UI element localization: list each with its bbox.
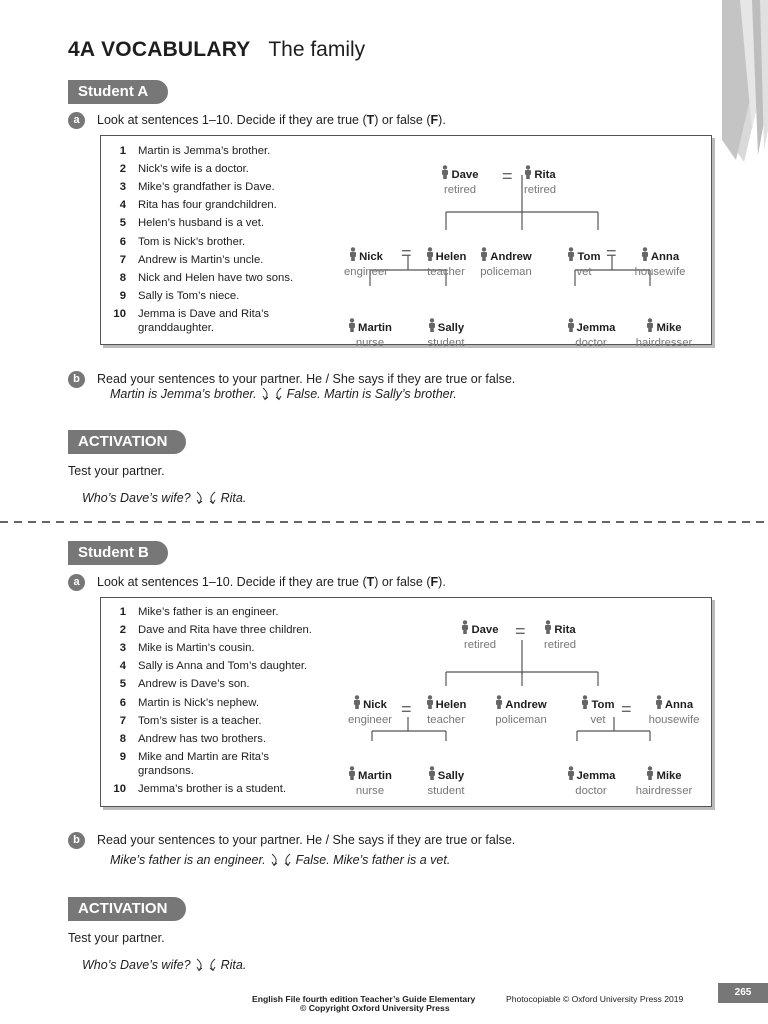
exercise-a-marker: a <box>68 112 85 129</box>
person-icon <box>461 620 469 634</box>
person-icon <box>524 165 532 179</box>
instruction-bold-letter: F <box>430 575 439 589</box>
member-name <box>609 766 719 783</box>
title-code: 4A <box>68 38 96 61</box>
footer-photocopiable: Photocopiable © Oxford University Press 2019 <box>506 994 684 1004</box>
marriage-symbol: = <box>401 699 412 719</box>
member-name-text: Sally <box>437 770 465 782</box>
marriage-symbol: = <box>606 243 617 263</box>
sentence-number: 7 <box>119 253 126 266</box>
sentence-text: Sally is Anna and Tom’s daughter. <box>138 660 308 673</box>
sentence-number: 3 <box>119 642 126 655</box>
sentence-text: Mike and Martin are Rita’s grandsons. <box>138 750 270 777</box>
member-name-text: Martin <box>358 770 392 782</box>
member-name-text: Andrew <box>505 699 547 711</box>
turn-taking-gap <box>266 852 296 866</box>
member-name-text: Dave <box>471 624 499 636</box>
member-name-text: Mike <box>656 322 682 334</box>
sentence-number: 5 <box>119 217 126 230</box>
person-icon <box>567 766 575 780</box>
sentence-number: 2 <box>119 163 126 176</box>
sentence-text: Andrew is Martin’s uncle. <box>138 253 264 266</box>
sentence-text: Martin is Nick’s nephew. <box>138 696 259 709</box>
person-icon <box>349 247 357 261</box>
sentence-number: 4 <box>119 660 126 673</box>
exercise-a-marker: a <box>68 574 85 591</box>
instruction-text: ) or false ( <box>374 113 431 127</box>
member-name <box>619 695 729 712</box>
footer-copyright: © Copyright Oxford University Press <box>300 1003 450 1013</box>
member-job: retired <box>443 184 477 196</box>
marriage-symbol: = <box>401 243 412 263</box>
person-icon <box>441 165 449 179</box>
member-name-text: Jemma <box>576 770 616 782</box>
member-job: retired <box>523 184 557 196</box>
member-name-text: Rita <box>554 624 576 636</box>
exercise-b-instruction: Read your sentences to your partner. He / She says if they are true or false. <box>97 833 516 847</box>
person-icon <box>495 695 503 709</box>
person-icon <box>480 247 488 261</box>
member-job: policeman <box>495 714 547 726</box>
sentence-text: Tom’s sister is a teacher. <box>138 714 262 727</box>
instruction-text: ) or false ( <box>374 575 431 589</box>
person-icon <box>646 318 654 332</box>
member-name-text: Anna <box>650 251 680 263</box>
member-job: engineer <box>344 266 388 278</box>
exercise-b-example <box>110 852 450 867</box>
member-job: hairdresser <box>635 785 693 797</box>
member-job: vet <box>590 714 606 726</box>
exercise-a-instruction <box>97 113 446 127</box>
sentence-number: 8 <box>119 732 126 745</box>
exercise-b-marker: b <box>68 371 85 388</box>
family-member <box>619 695 729 728</box>
sentence-text: Tom is Nick’s brother. <box>138 235 246 248</box>
member-job: hairdresser <box>635 337 693 349</box>
turn-taking-icon <box>259 386 285 402</box>
student-tab: Student B <box>68 541 168 565</box>
marriage-symbol: = <box>515 621 526 641</box>
sentence-number: 3 <box>119 181 126 194</box>
activation-example <box>82 957 246 972</box>
sentence-number: 1 <box>119 145 126 157</box>
instruction-bold-letter: F <box>430 113 439 127</box>
person-icon <box>567 318 575 332</box>
example-prompt: Mike’s father is an engineer. <box>110 853 266 867</box>
member-job: teacher <box>427 266 465 278</box>
sentence-item <box>108 307 338 335</box>
sentence-number: 2 <box>119 624 126 637</box>
sentence-text: Dave and Rita have three children. <box>138 624 312 637</box>
member-name-text: Martin <box>358 322 392 334</box>
sentence-text: Andrew is Dave’s son. <box>138 678 250 691</box>
activation-instruction: Test your partner. <box>68 464 165 478</box>
sentence-text: Jemma is Dave and Rita’s granddaughter. <box>138 307 270 334</box>
activation-prompt: Who’s Dave’s wife? <box>82 491 191 505</box>
member-job: housewife <box>648 714 700 726</box>
sentence-number: 1 <box>119 606 126 618</box>
sentence-item <box>108 750 338 778</box>
sentence-text: Nick’s wife is a doctor. <box>138 163 249 176</box>
member-job: doctor <box>575 785 607 797</box>
sentence-text: Jemma’s brother is a student. <box>138 782 286 795</box>
instruction-text: Look at sentences 1–10. Decide if they are true ( <box>97 575 367 589</box>
member-name-text: Helen <box>435 251 467 263</box>
sentence-text: Rita has four grandchildren. <box>138 199 277 212</box>
family-member <box>391 766 501 799</box>
exercise-b-example <box>110 386 457 401</box>
sentence-number: 4 <box>119 199 126 212</box>
member-name-text: Tom <box>591 699 615 711</box>
sentence-text: Mike is Martin’s cousin. <box>138 642 255 655</box>
exercise-a-instruction <box>97 575 446 589</box>
person-icon <box>428 318 436 332</box>
member-name-text: Tom <box>577 251 601 263</box>
member-job: student <box>427 785 465 797</box>
member-job: policeman <box>480 266 532 278</box>
activation-example <box>82 490 246 505</box>
family-member <box>391 318 501 351</box>
exercise-b-marker: b <box>68 832 85 849</box>
footer-book: English File fourth edition Teacher’s Guide Elementary <box>252 994 476 1004</box>
sentence-number: 6 <box>119 696 126 709</box>
member-name-text: Sally <box>437 322 465 334</box>
turn-taking-icon <box>193 490 219 506</box>
marriage-symbol: = <box>502 166 513 186</box>
sentence-number: 9 <box>119 289 126 302</box>
sentence-text: Mike’s father is an engineer. <box>138 606 279 618</box>
sentence-number: 9 <box>119 750 126 763</box>
member-job: vet <box>576 266 592 278</box>
person-icon <box>641 247 649 261</box>
example-prompt: Martin is Jemma’s brother. <box>110 387 257 401</box>
member-name-text: Andrew <box>490 251 532 263</box>
member-name-text: Dave <box>451 169 479 181</box>
instruction-bold-letter: T <box>366 113 375 127</box>
person-icon <box>353 695 361 709</box>
member-name <box>605 247 715 264</box>
turn-taking-icon <box>193 957 219 973</box>
instruction-text: ). <box>438 113 446 127</box>
instruction-text: ). <box>438 575 446 589</box>
member-job: nurse <box>355 785 385 797</box>
page-number: 265 <box>718 983 768 1003</box>
person-icon <box>426 695 434 709</box>
turn-taking-gap <box>257 386 287 400</box>
member-name-text: Nick <box>363 699 387 711</box>
member-name-text: Anna <box>664 699 694 711</box>
student-tab: Student A <box>68 80 168 104</box>
member-name-text: Helen <box>435 699 467 711</box>
sentence-item <box>108 782 338 810</box>
sentence-text: Sally is Tom’s niece. <box>138 289 240 302</box>
sentence-number: 10 <box>113 307 126 320</box>
person-icon <box>426 247 434 261</box>
instruction-text: Look at sentences 1–10. Decide if they are true ( <box>97 113 367 127</box>
person-icon <box>655 695 663 709</box>
person-icon <box>581 695 589 709</box>
corner-fan-graphic <box>722 0 768 162</box>
person-icon <box>428 766 436 780</box>
member-name <box>391 318 501 335</box>
turn-taking-gap <box>191 490 221 504</box>
activation-tab: ACTIVATION <box>68 897 186 921</box>
instruction-bold-letter: T <box>366 575 375 589</box>
member-name <box>609 318 719 335</box>
person-icon <box>567 247 575 261</box>
member-job: retired <box>463 639 497 651</box>
person-icon <box>348 766 356 780</box>
sentence-text: Andrew has two brothers. <box>138 732 267 745</box>
member-job: teacher <box>427 714 465 726</box>
member-name-text: Jemma <box>576 322 616 334</box>
family-member <box>609 318 719 351</box>
member-name <box>391 766 501 783</box>
sentence-number: 8 <box>119 271 126 284</box>
person-icon <box>544 620 552 634</box>
sentence-number: 7 <box>119 714 126 727</box>
sentence-text: Martin is Jemma’s brother. <box>138 145 271 157</box>
turn-taking-icon <box>268 852 294 868</box>
activation-instruction: Test your partner. <box>68 931 165 945</box>
person-icon <box>348 318 356 332</box>
family-member <box>609 766 719 799</box>
member-job: student <box>427 337 465 349</box>
member-job: retired <box>543 639 577 651</box>
activation-prompt: Who’s Dave’s wife? <box>82 958 191 972</box>
activation-reply: Rita. <box>220 958 247 972</box>
activation-reply: Rita. <box>220 491 247 505</box>
member-name-text: Mike <box>656 770 682 782</box>
person-icon <box>646 766 654 780</box>
activation-tab: ACTIVATION <box>68 430 186 454</box>
sentence-number: 5 <box>119 678 126 691</box>
sentence-number: 10 <box>113 782 126 795</box>
sentence-text: Mike’s grandfather is Dave. <box>138 181 275 194</box>
example-reply: False. Mike’s father is a vet. <box>295 853 451 867</box>
sentence-text: Nick and Helen have two sons. <box>138 271 294 284</box>
member-job: engineer <box>348 714 392 726</box>
page-title <box>68 38 365 62</box>
title-section: VOCABULARY <box>101 38 251 61</box>
sentence-text: Helen’s husband is a vet. <box>138 217 265 230</box>
example-reply: False. Martin is Sally’s brother. <box>286 387 457 401</box>
member-name-text: Nick <box>359 251 383 263</box>
exercise-b-instruction: Read your sentences to your partner. He / She says if they are true or false. <box>97 372 516 386</box>
sentence-number: 6 <box>119 235 126 248</box>
member-name-text: Rita <box>534 169 556 181</box>
member-job: nurse <box>355 337 385 349</box>
member-job: doctor <box>575 337 607 349</box>
marriage-symbol: = <box>621 699 632 719</box>
family-member <box>605 247 715 280</box>
turn-taking-gap <box>191 957 221 971</box>
member-job: housewife <box>634 266 686 278</box>
title-topic: The family <box>268 38 366 61</box>
